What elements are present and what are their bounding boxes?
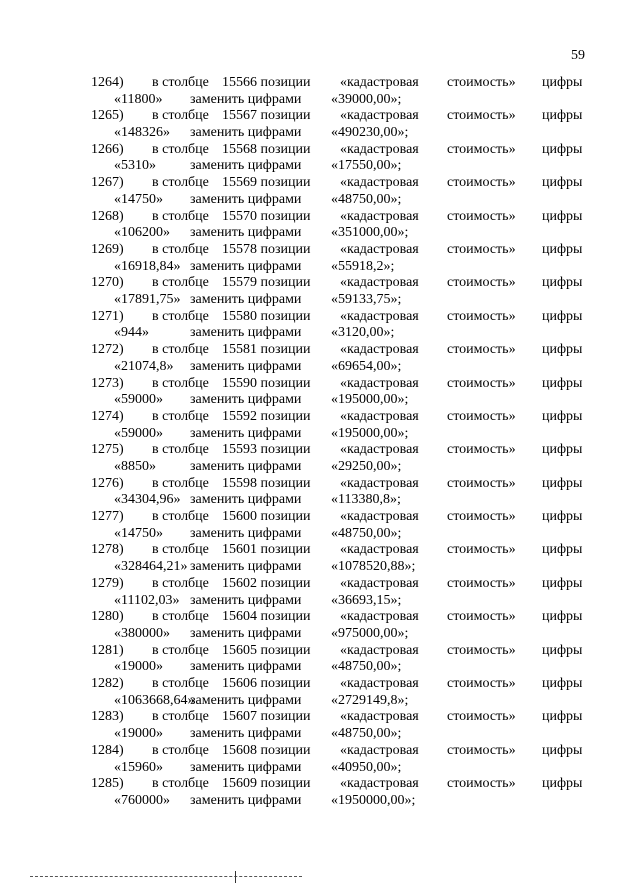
amendment-line-2	[91, 492, 586, 509]
old-value: «5310»	[114, 158, 156, 174]
replace-instruction: заменить цифрами	[190, 392, 302, 408]
old-value: «1063668,64»	[114, 692, 195, 708]
cadastral-text: «кадастровая	[340, 776, 419, 792]
amendment-line-1	[91, 75, 586, 92]
column-text: в столбце	[152, 275, 209, 291]
cadastral-text: «кадастровая	[340, 609, 419, 625]
entry-number: 1278)	[91, 542, 124, 558]
new-value: «69654,00»;	[331, 358, 402, 374]
position-text: 15568 позиции	[222, 141, 311, 157]
old-value: «21074,8»	[114, 358, 174, 374]
new-value: «55918,2»;	[331, 258, 395, 274]
replace-instruction: заменить цифрами	[190, 592, 302, 608]
position-text: 15605 позиции	[222, 642, 311, 658]
new-value: «1078520,88»;	[331, 559, 416, 575]
footer-divider	[30, 876, 302, 877]
entry-number: 1283)	[91, 709, 124, 725]
cadastral-text: «кадастровая	[340, 509, 419, 525]
entry-number: 1276)	[91, 475, 124, 491]
position-text: 15569 позиции	[222, 175, 311, 191]
column-text: в столбце	[152, 542, 209, 558]
digits-text: цифры	[542, 575, 583, 591]
value-text: стоимость»	[447, 776, 516, 792]
value-text: стоимость»	[447, 141, 516, 157]
digits-text: цифры	[542, 375, 583, 391]
amendment-line-1	[91, 609, 586, 626]
footer-mark	[235, 871, 236, 883]
position-text: 15590 позиции	[222, 375, 311, 391]
old-value: «14750»	[114, 191, 163, 207]
cadastral-text: «кадастровая	[340, 442, 419, 458]
digits-text: цифры	[542, 241, 583, 257]
amendment-line-2	[91, 693, 586, 710]
amendment-item	[91, 776, 586, 809]
amendment-line-2	[91, 158, 586, 175]
position-text: 15593 позиции	[222, 442, 311, 458]
new-value: «59133,75»;	[331, 292, 402, 308]
entry-number: 1271)	[91, 308, 124, 324]
replace-instruction: заменить цифрами	[190, 759, 302, 775]
replace-instruction: заменить цифрами	[190, 91, 302, 107]
new-value: «2729149,8»;	[331, 692, 409, 708]
position-text: 15598 позиции	[222, 475, 311, 491]
amendment-item	[91, 509, 586, 542]
amendment-line-1	[91, 743, 586, 760]
value-text: стоимость»	[447, 475, 516, 491]
cadastral-text: «кадастровая	[340, 141, 419, 157]
position-text: 15570 позиции	[222, 208, 311, 224]
position-text: 15580 позиции	[222, 308, 311, 324]
value-text: стоимость»	[447, 642, 516, 658]
value-text: стоимость»	[447, 275, 516, 291]
new-value: «490230,00»;	[331, 125, 409, 141]
value-text: стоимость»	[447, 375, 516, 391]
old-value: «19000»	[114, 659, 163, 675]
replace-instruction: заменить цифрами	[190, 258, 302, 274]
amendment-item	[91, 476, 586, 509]
amendment-list	[91, 75, 586, 810]
column-text: в столбце	[152, 642, 209, 658]
amendment-line-2	[91, 92, 586, 109]
column-text: в столбце	[152, 342, 209, 358]
old-value: «328464,21»	[114, 559, 188, 575]
amendment-line-2	[91, 125, 586, 142]
digits-text: цифры	[542, 642, 583, 658]
new-value: «195000,00»;	[331, 392, 409, 408]
digits-text: цифры	[542, 175, 583, 191]
cadastral-text: «кадастровая	[340, 275, 419, 291]
position-text: 15581 позиции	[222, 342, 311, 358]
entry-number: 1280)	[91, 609, 124, 625]
amendment-line-2	[91, 325, 586, 342]
column-text: в столбце	[152, 575, 209, 591]
position-text: 15579 позиции	[222, 275, 311, 291]
entry-number: 1274)	[91, 408, 124, 424]
amendment-line-1	[91, 542, 586, 559]
replace-instruction: заменить цифрами	[190, 492, 302, 508]
entry-number: 1284)	[91, 742, 124, 758]
amendment-item	[91, 209, 586, 242]
amendment-line-2	[91, 292, 586, 309]
amendment-item	[91, 542, 586, 575]
old-value: «11102,03»	[114, 592, 180, 608]
amendment-line-2	[91, 459, 586, 476]
replace-instruction: заменить цифрами	[190, 191, 302, 207]
old-value: «11800»	[114, 91, 163, 107]
replace-instruction: заменить цифрами	[190, 125, 302, 141]
position-text: 15600 позиции	[222, 509, 311, 525]
value-text: стоимость»	[447, 342, 516, 358]
new-value: «975000,00»;	[331, 625, 409, 641]
amendment-line-1	[91, 242, 586, 259]
column-text: в столбце	[152, 241, 209, 257]
old-value: «760000»	[114, 792, 170, 808]
new-value: «48750,00»;	[331, 191, 402, 207]
value-text: стоимость»	[447, 308, 516, 324]
amendment-line-1	[91, 209, 586, 226]
value-text: стоимость»	[447, 442, 516, 458]
amendment-line-1	[91, 309, 586, 326]
new-value: «1950000,00»;	[331, 792, 416, 808]
amendment-item	[91, 576, 586, 609]
amendment-item	[91, 142, 586, 175]
amendment-line-1	[91, 108, 586, 125]
cadastral-text: «кадастровая	[340, 208, 419, 224]
value-text: стоимость»	[447, 75, 516, 90]
old-value: «19000»	[114, 726, 163, 742]
amendment-line-2	[91, 359, 586, 376]
column-text: в столбце	[152, 408, 209, 424]
new-value: «113380,8»;	[331, 492, 401, 508]
entry-number: 1281)	[91, 642, 124, 658]
digits-text: цифры	[542, 475, 583, 491]
new-value: «48750,00»;	[331, 659, 402, 675]
amendment-line-1	[91, 476, 586, 493]
position-text: 15608 позиции	[222, 742, 311, 758]
cadastral-text: «кадастровая	[340, 475, 419, 491]
cadastral-text: «кадастровая	[340, 575, 419, 591]
column-text: в столбце	[152, 308, 209, 324]
column-text: в столбце	[152, 141, 209, 157]
value-text: стоимость»	[447, 709, 516, 725]
amendment-line-1	[91, 676, 586, 693]
entry-number: 1265)	[91, 108, 124, 124]
old-value: «15960»	[114, 759, 163, 775]
cadastral-text: «кадастровая	[340, 375, 419, 391]
amendment-line-1	[91, 376, 586, 393]
replace-instruction: заменить цифрами	[190, 358, 302, 374]
replace-instruction: заменить цифрами	[190, 292, 302, 308]
digits-text: цифры	[542, 442, 583, 458]
amendment-line-2	[91, 392, 586, 409]
digits-text: цифры	[542, 542, 583, 558]
amendment-line-2	[91, 760, 586, 777]
replace-instruction: заменить цифрами	[190, 559, 302, 575]
value-text: стоимость»	[447, 542, 516, 558]
column-text: в столбце	[152, 208, 209, 224]
old-value: «380000»	[114, 625, 170, 641]
replace-instruction: заменить цифрами	[190, 458, 302, 474]
amendment-item	[91, 75, 586, 108]
amendment-item	[91, 709, 586, 742]
position-text: 15567 позиции	[222, 108, 311, 124]
amendment-item	[91, 743, 586, 776]
cadastral-text: «кадастровая	[340, 241, 419, 257]
amendment-item	[91, 242, 586, 275]
column-text: в столбце	[152, 442, 209, 458]
amendment-line-1	[91, 776, 586, 793]
old-value: «106200»	[114, 225, 170, 241]
cadastral-text: «кадастровая	[340, 175, 419, 191]
replace-instruction: заменить цифрами	[190, 225, 302, 241]
digits-text: цифры	[542, 676, 583, 692]
new-value: «17550,00»;	[331, 158, 402, 174]
digits-text: цифры	[542, 308, 583, 324]
amendment-item	[91, 409, 586, 442]
cadastral-text: «кадастровая	[340, 308, 419, 324]
amendment-line-2	[91, 559, 586, 576]
new-value: «40950,00»;	[331, 759, 402, 775]
digits-text: цифры	[542, 108, 583, 124]
new-value: «39000,00»;	[331, 91, 402, 107]
amendment-line-1	[91, 509, 586, 526]
amendment-line-2	[91, 526, 586, 543]
value-text: стоимость»	[447, 208, 516, 224]
amendment-line-1	[91, 342, 586, 359]
amendment-line-2	[91, 593, 586, 610]
amendment-line-2	[91, 726, 586, 743]
amendment-line-2	[91, 192, 586, 209]
entry-number: 1269)	[91, 241, 124, 257]
new-value: «48750,00»;	[331, 726, 402, 742]
column-text: в столбце	[152, 676, 209, 692]
amendment-line-1	[91, 175, 586, 192]
column-text: в столбце	[152, 776, 209, 792]
value-text: стоимость»	[447, 241, 516, 257]
position-text: 15604 позиции	[222, 609, 311, 625]
amendment-item	[91, 175, 586, 208]
replace-instruction: заменить цифрами	[190, 792, 302, 808]
value-text: стоимость»	[447, 509, 516, 525]
amendment-item	[91, 309, 586, 342]
column-text: в столбце	[152, 475, 209, 491]
replace-instruction: заменить цифрами	[190, 525, 302, 541]
replace-instruction: заменить цифрами	[190, 692, 302, 708]
entry-number: 1275)	[91, 442, 124, 458]
entry-number: 1267)	[91, 175, 124, 191]
amendment-line-1	[91, 709, 586, 726]
amendment-item	[91, 275, 586, 308]
amendment-line-2	[91, 225, 586, 242]
digits-text: цифры	[542, 776, 583, 792]
column-text: в столбце	[152, 509, 209, 525]
amendment-line-2	[91, 259, 586, 276]
cadastral-text: «кадастровая	[340, 742, 419, 758]
old-value: «14750»	[114, 525, 163, 541]
page-number: 59	[571, 48, 585, 63]
position-text: 15601 позиции	[222, 542, 311, 558]
cadastral-text: «кадастровая	[340, 709, 419, 725]
value-text: стоимость»	[447, 609, 516, 625]
amendment-line-1	[91, 576, 586, 593]
digits-text: цифры	[542, 408, 583, 424]
digits-text: цифры	[542, 609, 583, 625]
value-text: стоимость»	[447, 408, 516, 424]
digits-text: цифры	[542, 275, 583, 291]
entry-number: 1270)	[91, 275, 124, 291]
value-text: стоимость»	[447, 175, 516, 191]
amendment-item	[91, 108, 586, 141]
old-value: «17891,75»	[114, 292, 181, 308]
amendment-line-2	[91, 793, 586, 810]
amendment-line-1	[91, 409, 586, 426]
column-text: в столбце	[152, 709, 209, 725]
entry-number: 1285)	[91, 776, 124, 792]
cadastral-text: «кадастровая	[340, 108, 419, 124]
entry-number: 1272)	[91, 342, 124, 358]
column-text: в столбце	[152, 75, 209, 90]
cadastral-text: «кадастровая	[340, 676, 419, 692]
entry-number: 1279)	[91, 575, 124, 591]
old-value: «8850»	[114, 458, 156, 474]
replace-instruction: заменить цифрами	[190, 425, 302, 441]
amendment-line-2	[91, 626, 586, 643]
amendment-line-1	[91, 442, 586, 459]
value-text: стоимость»	[447, 676, 516, 692]
amendment-item	[91, 342, 586, 375]
cadastral-text: «кадастровая	[340, 75, 419, 90]
old-value: «148326»	[114, 125, 170, 141]
new-value: «48750,00»;	[331, 525, 402, 541]
position-text: 15578 позиции	[222, 241, 311, 257]
column-text: в столбце	[152, 742, 209, 758]
column-text: в столбце	[152, 175, 209, 191]
new-value: «195000,00»;	[331, 425, 409, 441]
digits-text: цифры	[542, 208, 583, 224]
position-text: 15602 позиции	[222, 575, 311, 591]
new-value: «29250,00»;	[331, 458, 402, 474]
value-text: стоимость»	[447, 575, 516, 591]
position-text: 15609 позиции	[222, 776, 311, 792]
replace-instruction: заменить цифрами	[190, 158, 302, 174]
replace-instruction: заменить цифрами	[190, 726, 302, 742]
digits-text: цифры	[542, 342, 583, 358]
amendment-item	[91, 643, 586, 676]
cadastral-text: «кадастровая	[340, 342, 419, 358]
cadastral-text: «кадастровая	[340, 542, 419, 558]
amendment-item	[91, 376, 586, 409]
old-value: «59000»	[114, 425, 163, 441]
entry-number: 1268)	[91, 208, 124, 224]
amendment-line-1	[91, 275, 586, 292]
cadastral-text: «кадастровая	[340, 408, 419, 424]
entry-number: 1266)	[91, 141, 124, 157]
amendment-line-2	[91, 426, 586, 443]
amendment-line-2	[91, 659, 586, 676]
replace-instruction: заменить цифрами	[190, 325, 302, 341]
old-value: «59000»	[114, 392, 163, 408]
entry-number: 1273)	[91, 375, 124, 391]
digits-text: цифры	[542, 709, 583, 725]
position-text: 15592 позиции	[222, 408, 311, 424]
column-text: в столбце	[152, 375, 209, 391]
digits-text: цифры	[542, 141, 583, 157]
amendment-line-1	[91, 142, 586, 159]
cadastral-text: «кадастровая	[340, 642, 419, 658]
old-value: «16918,84»	[114, 258, 181, 274]
amendment-line-1	[91, 643, 586, 660]
old-value: «944»	[114, 325, 149, 341]
old-value: «34304,96»	[114, 492, 181, 508]
new-value: «351000,00»;	[331, 225, 409, 241]
amendment-item	[91, 442, 586, 475]
replace-instruction: заменить цифрами	[190, 625, 302, 641]
value-text: стоимость»	[447, 742, 516, 758]
amendment-item	[91, 609, 586, 642]
position-text: 15606 позиции	[222, 676, 311, 692]
new-value: «3120,00»;	[331, 325, 395, 341]
position-text: 15607 позиции	[222, 709, 311, 725]
digits-text: цифры	[542, 509, 583, 525]
digits-text: цифры	[542, 75, 583, 90]
entry-number: 1282)	[91, 676, 124, 692]
replace-instruction: заменить цифрами	[190, 659, 302, 675]
value-text: стоимость»	[447, 108, 516, 124]
amendment-item	[91, 676, 586, 709]
column-text: в столбце	[152, 609, 209, 625]
entry-number: 1264)	[91, 75, 124, 90]
position-text: 15566 позиции	[222, 75, 311, 90]
column-text: в столбце	[152, 108, 209, 124]
digits-text: цифры	[542, 742, 583, 758]
entry-number: 1277)	[91, 509, 124, 525]
new-value: «36693,15»;	[331, 592, 402, 608]
